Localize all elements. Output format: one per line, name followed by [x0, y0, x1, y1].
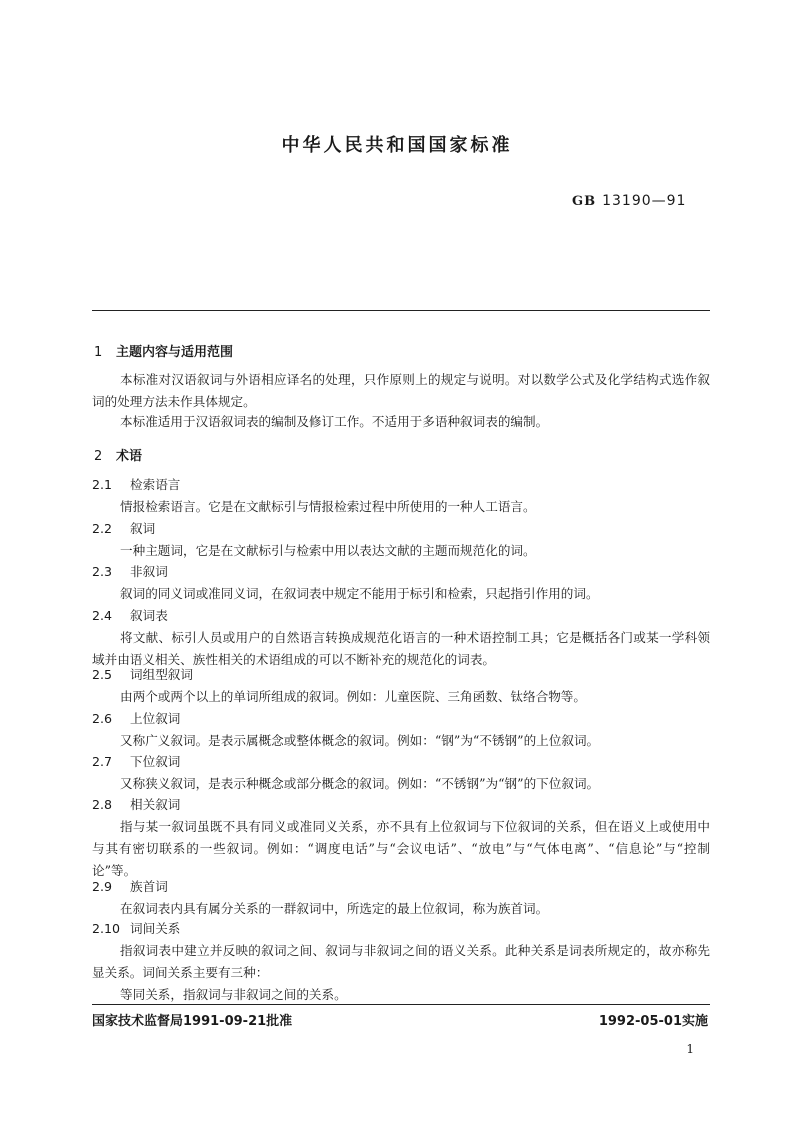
term-definition: 叙词的同义词或准同义词，在叙词表中规定不能用于标引和检索，只起指引作用的词。 [120, 586, 599, 601]
term-definition: 情报检索语言。它是在文献标引与情报检索过程中所使用的一种人工语言。 [120, 499, 536, 514]
term-number: 2.6 [92, 711, 113, 726]
header-divider [92, 310, 710, 311]
term-name: 词组型叙词 [130, 667, 193, 682]
term-number: 2.7 [92, 754, 113, 769]
term-number: 2.1 [92, 477, 113, 492]
page-number: 1 [686, 1042, 694, 1056]
section-1-number: 1 [94, 345, 103, 360]
footer-divider [92, 1004, 710, 1005]
section-2-title: 术语 [116, 449, 143, 464]
term-heading [92, 876, 168, 898]
term-heading [92, 708, 180, 730]
term-heading [92, 474, 180, 496]
term-name: 叙词表 [130, 608, 168, 623]
term-heading [92, 664, 193, 686]
term-number: 2.4 [92, 608, 113, 623]
term-name: 族首词 [130, 879, 168, 894]
term-name: 上位叙词 [130, 711, 181, 726]
term-heading [92, 794, 180, 816]
page-title: 中华人民共和国国家标准 [281, 135, 513, 156]
term-heading [92, 605, 168, 627]
term-definition: 指与某一叙词虽既不具有同义或准同义关系，亦不具有上位叙词与下位叙词的关系，但在语义上或使用中与其有密切联系的一些叙词。例如：“调度电话”与“会议电话”、“放电”与“气体电离”、“信息论”与“控制论”等。 [92, 819, 710, 878]
term-number: 2.9 [92, 879, 113, 894]
standard-code-prefix: GB [572, 194, 597, 209]
term-number: 2.2 [92, 521, 113, 536]
term-definition: 指叙词表中建立并反映的叙词之间、叙词与非叙词之间的语义关系。此种关系是词表所规定的，故亦称先显关系。词间关系主要有三种： [92, 943, 710, 980]
term-name: 检索语言 [130, 477, 181, 492]
term-number: 2.3 [92, 564, 113, 579]
term-number: 2.10 [92, 921, 121, 936]
term-name: 非叙词 [130, 564, 168, 579]
term-heading [92, 518, 155, 540]
approval-date: 国家技术监督局1991-09-21批准 [92, 1014, 293, 1029]
relation-type-line: 等同关系，指叙词与非叙词之间的关系。 [120, 987, 347, 1002]
term-heading [92, 751, 180, 773]
term-definition: 一种主题词，它是在文献标引与检索中用以表达文献的主题而规范化的词。 [120, 543, 536, 558]
section-1-title: 主题内容与适用范围 [116, 345, 234, 360]
term-heading [92, 561, 168, 583]
term-heading [92, 918, 180, 940]
term-name: 叙词 [130, 521, 156, 536]
section-2-number: 2 [94, 449, 103, 464]
section-2-heading [94, 445, 142, 464]
term-name: 下位叙词 [130, 754, 181, 769]
term-name: 词间关系 [130, 921, 181, 936]
section-1-heading [94, 341, 233, 360]
term-definition: 在叙词表内具有属分关系的一群叙词中，所选定的最上位叙词，称为族首词。 [120, 901, 549, 916]
effective-date: 1992-05-01实施 [598, 1014, 708, 1029]
term-definition: 将文献、标引人员或用户的自然语言转换成规范化语言的一种术语控制工具；它是概括各门或某一学科领域并由语义相关、族性相关的术语组成的可以不断补充的规范化的词表。 [92, 630, 710, 667]
term-number: 2.5 [92, 667, 113, 682]
standard-code-number: 13190—91 [602, 193, 687, 209]
term-definition: 又称狭义叙词，是表示种概念或部分概念的叙词。例如：“不锈钢”为“钢”的下位叙词。 [120, 776, 600, 791]
section-1-paragraph-1: 本标准对汉语叙词与外语相应译名的处理，只作原则上的规定与说明。对以数学公式及化学结构式选作叙词的处理方法未作具体规定。 [92, 372, 710, 409]
term-name: 相关叙词 [130, 797, 181, 812]
section-1-paragraph-2: 本标准适用于汉语叙词表的编制及修订工作。不适用于多语种叙词表的编制。 [120, 414, 549, 429]
term-number: 2.8 [92, 797, 113, 812]
term-definition: 由两个或两个以上的单词所组成的叙词。例如：儿童医院、三角函数、钛络合物等。 [120, 689, 586, 704]
term-definition: 又称广义叙词。是表示属概念或整体概念的叙词。例如：“钢”为“不锈钢”的上位叙词。 [120, 733, 600, 748]
standard-code [572, 193, 686, 209]
